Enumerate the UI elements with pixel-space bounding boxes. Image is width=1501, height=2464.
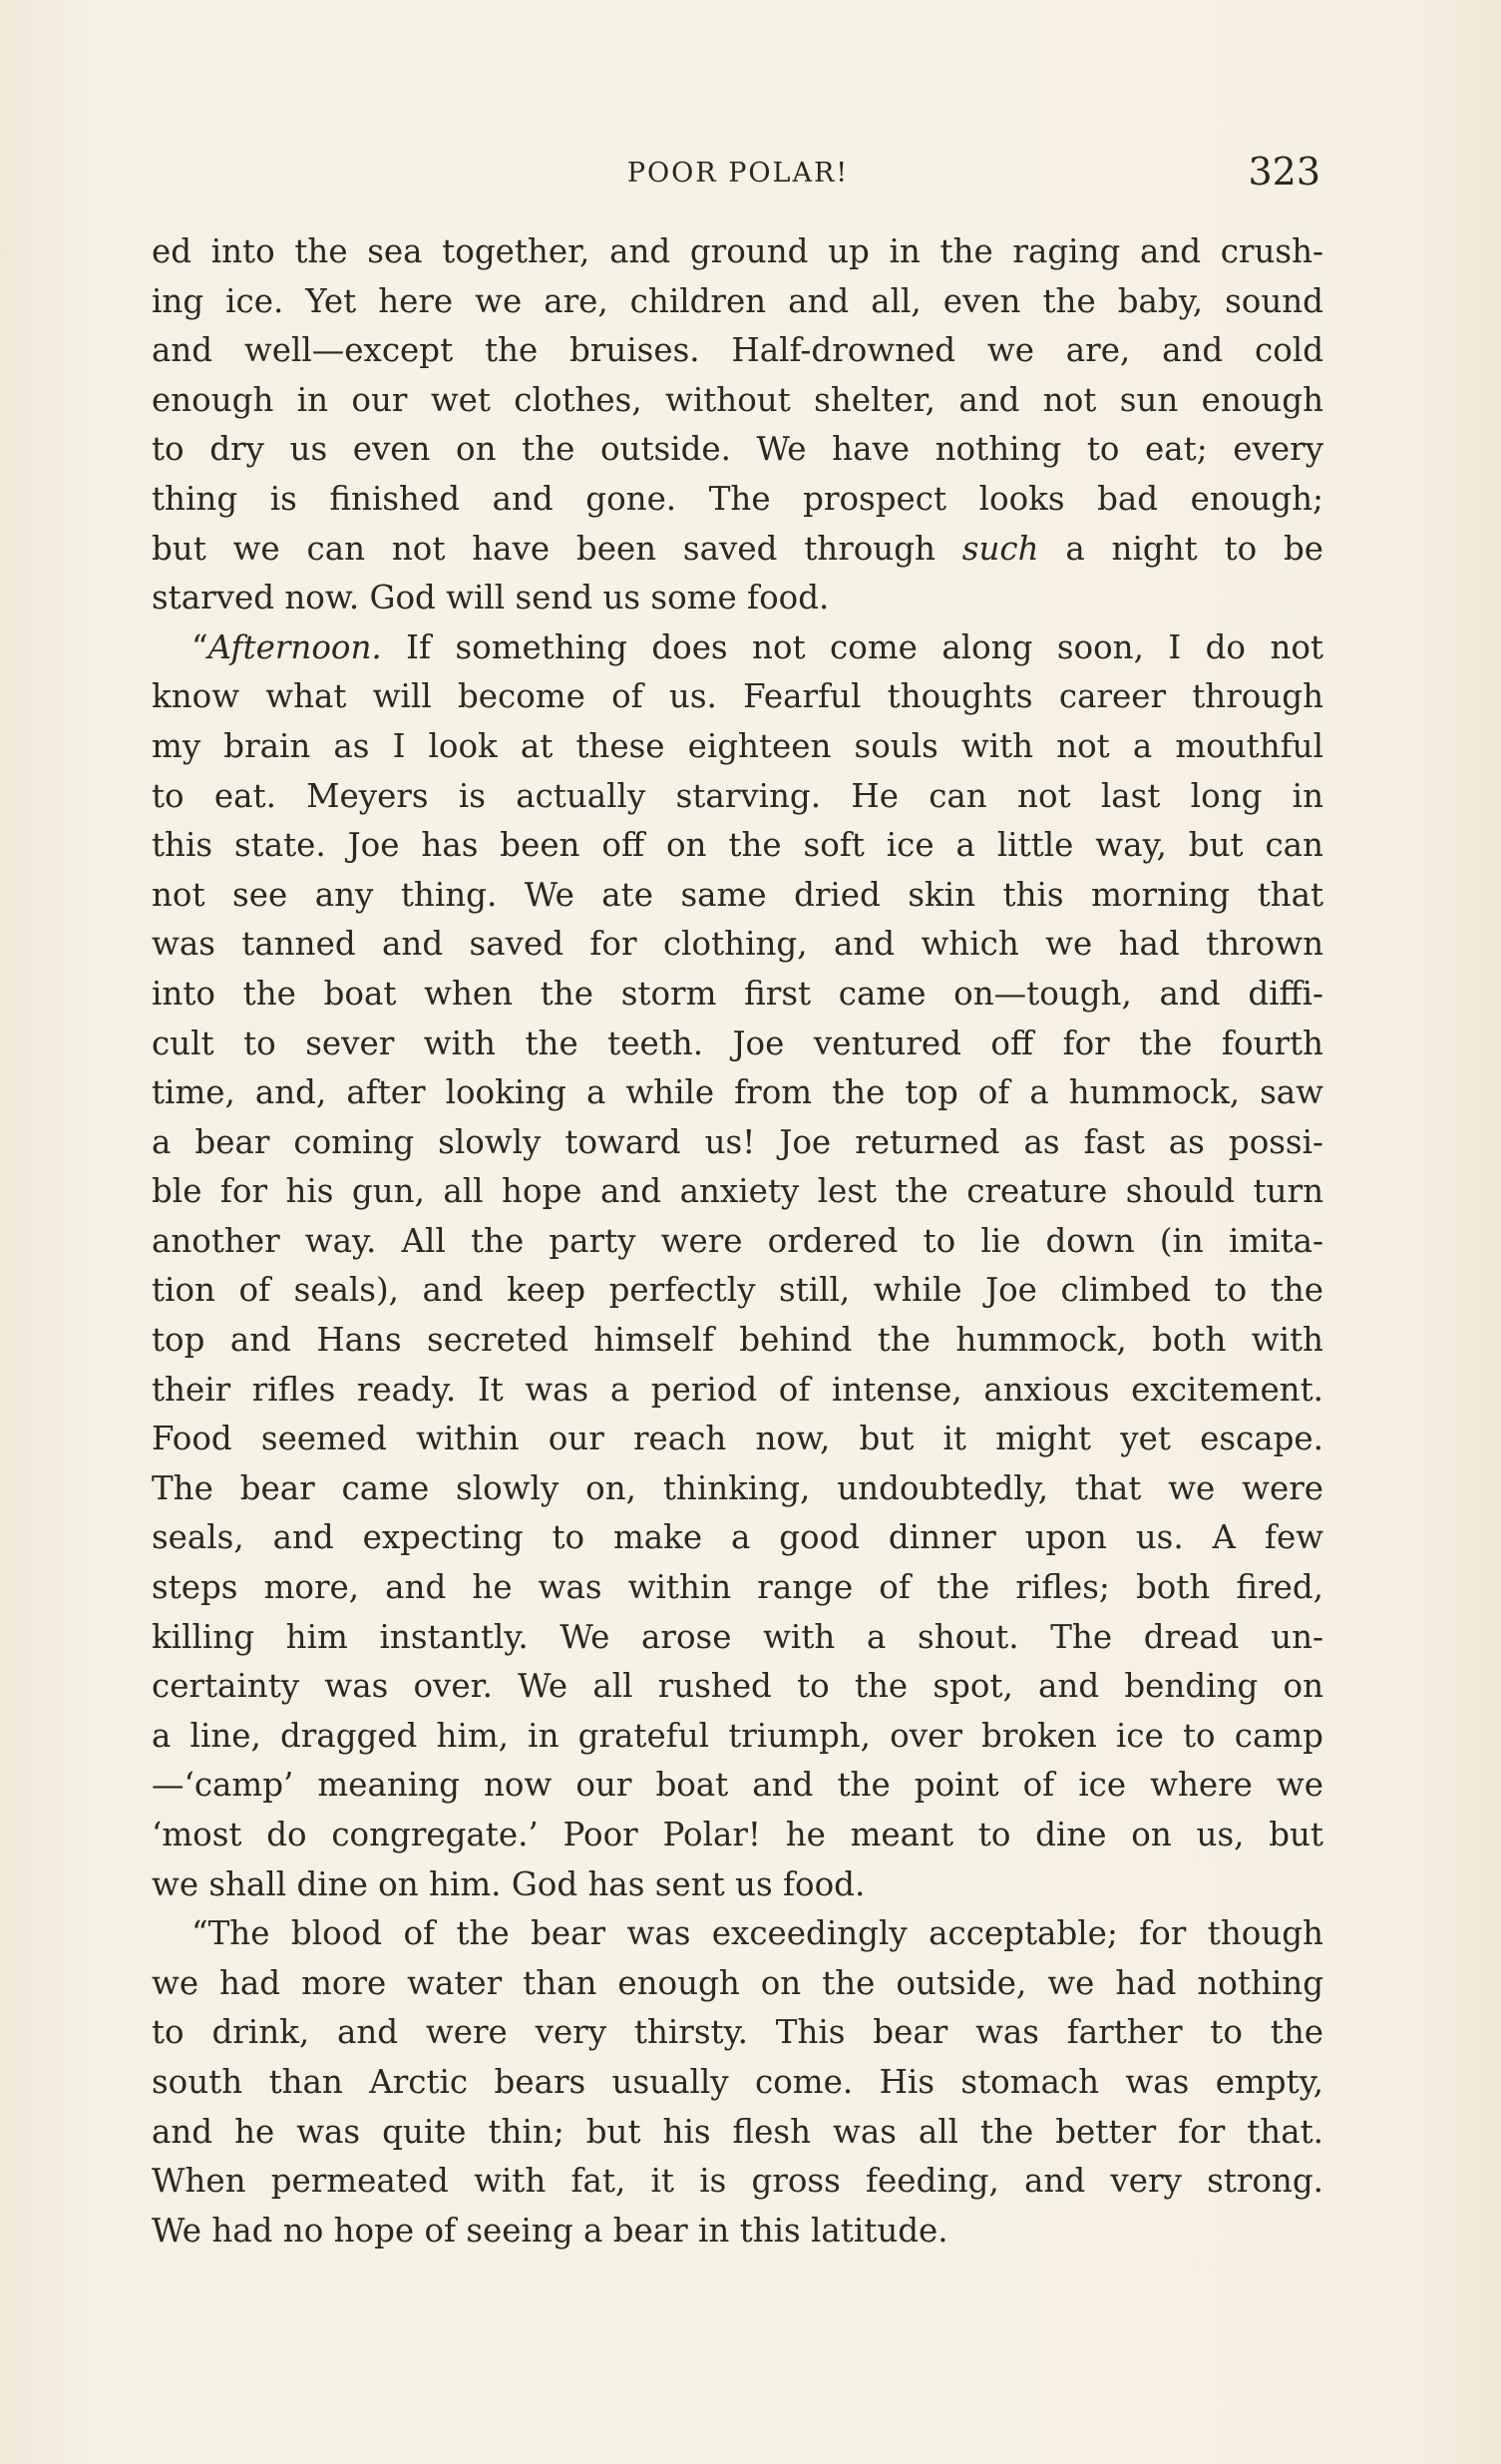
text-line: steps more, and he was within range of the rifles; both fired, (152, 1568, 1323, 1607)
text-line: seals, and expecting to make a good dinner upon us. A few (152, 1518, 1323, 1557)
text-line: ing ice. Yet here we are, children and all, even the baby, sound (152, 281, 1323, 320)
text-line: enough in our wet clothes, without shelter, and not sun enough (152, 380, 1323, 419)
text-line: and well—except the bruises. Half-drowned we are, and cold (152, 331, 1323, 370)
text-run: If something does not come along soon, I do not (381, 627, 1323, 666)
text-line: starved now. God will send us some food. (152, 579, 830, 617)
text-line: into the boat when the storm first came on—tough, and diffi- (152, 974, 1323, 1013)
italic-word: such (961, 529, 1039, 568)
text-line-with-italic (152, 525, 1323, 575)
text-run: but we can not have been saved through (152, 529, 962, 568)
text-line-first: “The blood of the bear was exceedingly acceptable; for though (191, 1914, 1323, 1953)
text-line: my brain as I look at these eighteen souls with not a mouthful (152, 726, 1323, 765)
text-line: top and Hans secreted himself behind the hummock, both with (152, 1321, 1323, 1360)
text-line: ble for his gun, all hope and anxiety lest the creature should turn (152, 1172, 1323, 1211)
page-header (150, 150, 1326, 209)
text-line: we shall dine on him. God has sent us food. (152, 1864, 866, 1903)
body-text (152, 227, 1323, 2256)
text-line: thing is finished and gone. The prospect looks bad enough; (152, 479, 1323, 518)
paragraph-3 (152, 1909, 1323, 2256)
text-line: and he was quite thin; but his flesh was all the better for that. (152, 2112, 1323, 2151)
text-line: When permeated with fat, it is gross feeding, and very strong. (152, 2162, 1323, 2201)
text-line: south than Arctic bears usually come. His stomach was empty, (152, 2062, 1323, 2101)
text-line: know what will become of us. Fearful thoughts career through (152, 677, 1323, 716)
text-line: a bear coming slowly toward us! Joe returned as fast as possi- (152, 1122, 1323, 1161)
text-line-first (152, 623, 1323, 673)
text-line: time, and, after looking a while from the top of a hummock, saw (152, 1073, 1323, 1112)
text-line: we had more water than enough on the outside, we had nothing (152, 1963, 1323, 2002)
text-line: to eat. Meyers is actually starving. He can not last long in (152, 776, 1323, 815)
italic-word: Afternoon. (207, 627, 382, 666)
text-line: cult to sever with the teeth. Joe ventured off for the fourth (152, 1024, 1323, 1062)
text-line: We had no hope of seeing a bear in this latitude. (152, 2211, 948, 2250)
text-line: this state. Joe has been off on the soft ice a little way, but can (152, 826, 1323, 865)
text-line: ed into the sea together, and ground up in the raging and crush- (152, 232, 1323, 270)
text-line: to drink, and were very thirsty. This bear was farther to the (152, 2013, 1323, 2052)
text-line: another way. All the party were ordered to lie down (in imita- (152, 1221, 1323, 1260)
text-line: was tanned and saved for clothing, and which we had thrown (152, 925, 1323, 964)
page-number: 323 (1248, 150, 1320, 194)
text-line: certainty was over. We all rushed to the spot, and bending on (152, 1667, 1323, 1706)
text-line: their rifles ready. It was a period of intense, anxious excitement. (152, 1370, 1323, 1409)
text-line: not see any thing. We ate same dried skin this morning that (152, 875, 1323, 914)
text-line: to dry us even on the outside. We have nothing to eat; every (152, 430, 1323, 469)
open-quote: “ (191, 627, 208, 666)
text-line: ‘most do congregate.’ Poor Polar! he meant to dine on us, but (152, 1816, 1323, 1853)
text-line: tion of seals), and keep perfectly still, while Joe climbed to the (152, 1271, 1323, 1310)
text-line: The bear came slowly on, thinking, undoubtedly, that we were (152, 1468, 1323, 1507)
text-line: Food seemed within our reach now, but it might yet escape. (152, 1420, 1323, 1458)
paragraph-1 (152, 227, 1323, 623)
running-head: POOR POLAR! (626, 158, 850, 189)
text-line: killing him instantly. We arose with a shout. The dread un- (152, 1617, 1323, 1656)
text-line: —‘camp’ meaning now our boat and the point of ice where we (152, 1766, 1323, 1805)
text-line: a line, dragged him, in grateful triumph, over broken ice to camp (152, 1716, 1323, 1755)
text-run: a night to be (1038, 529, 1323, 568)
paragraph-2 (152, 623, 1323, 1909)
